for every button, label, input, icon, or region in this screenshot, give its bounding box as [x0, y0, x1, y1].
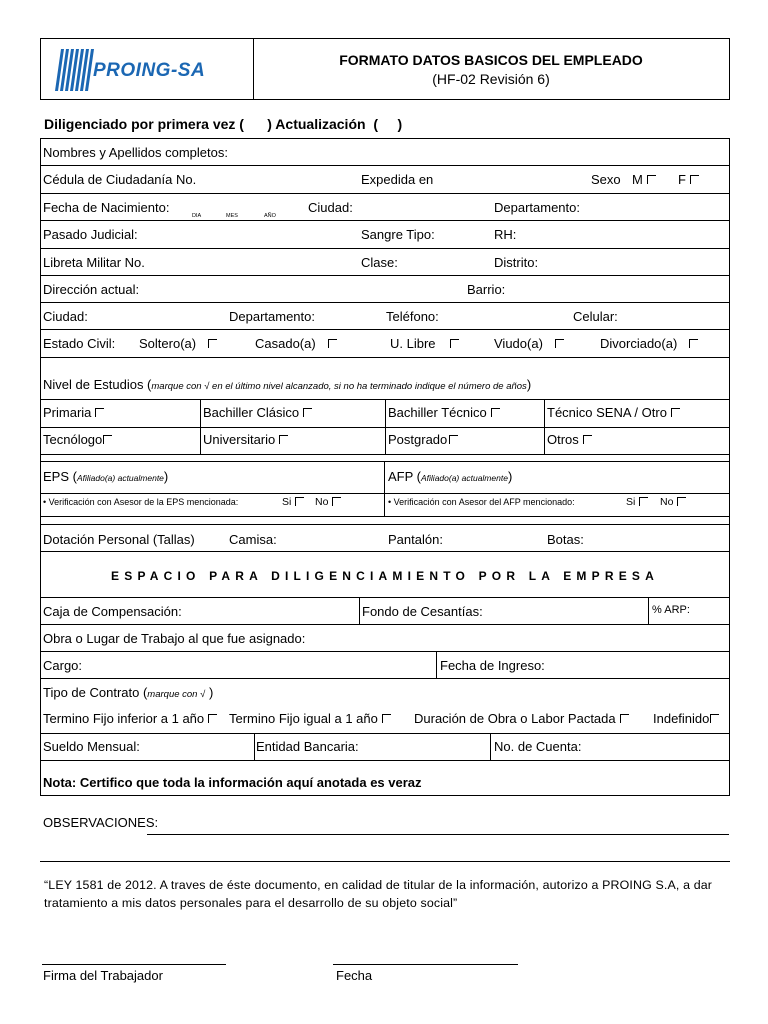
- ciudad-label: Ciudad:: [308, 200, 353, 215]
- afp-si-option[interactable]: [626, 496, 648, 508]
- afp-heading: [388, 469, 512, 484]
- sexo-m-label: M: [632, 172, 643, 187]
- sexo-m-option[interactable]: [632, 172, 656, 187]
- checkbox[interactable]: [639, 497, 648, 506]
- checkbox[interactable]: [208, 339, 217, 348]
- afp-no-label: No: [660, 496, 674, 508]
- eps-si-option[interactable]: [282, 496, 304, 508]
- checkbox[interactable]: [671, 408, 680, 417]
- firma-line[interactable]: [42, 964, 226, 965]
- indefinido-option[interactable]: [653, 711, 719, 726]
- nombres-label: Nombres y Apellidos completos:: [43, 145, 228, 160]
- indefinido-label: Indefinido: [653, 711, 710, 726]
- checkbox[interactable]: [710, 714, 719, 723]
- divorciado-label: Divorciado(a): [600, 336, 678, 351]
- nivel-estudios-close: ): [526, 377, 532, 392]
- form-header: [40, 38, 730, 100]
- empresa-section-title: ESPACIO PARA DILIGENCIAMIENTO POR LA EMPRESA: [111, 569, 659, 583]
- checkbox[interactable]: [208, 714, 217, 723]
- bachiller-clasico-option[interactable]: [203, 405, 312, 420]
- nota-certifico: Nota: Certifico que toda la información aquí anotada es veraz: [43, 775, 422, 790]
- fijo-inferior-label: Termino Fijo inferior a 1 año: [43, 711, 205, 726]
- ulibre-option[interactable]: [390, 336, 459, 351]
- sexo-label: Sexo: [591, 172, 621, 187]
- tipo-contrato-note: marque con √: [147, 689, 206, 700]
- primaria-label: Primaria: [43, 405, 92, 420]
- otros-label: Otros: [547, 432, 579, 447]
- dia-label: DIA: [192, 213, 202, 219]
- bachiller-tecnico-label: Bachiller Técnico: [388, 405, 487, 420]
- fecha-nacimiento-label: Fecha de Nacimiento:: [43, 200, 170, 215]
- sexo-f-label: F: [678, 172, 686, 187]
- verificacion-afp-label: • Verificación con Asesor del AFP mencionado:: [388, 497, 575, 507]
- pantalon-label: Pantalón:: [388, 532, 443, 547]
- observaciones-label: OBSERVACIONES:: [43, 815, 159, 830]
- eps-note: Afiliado(a) actualmente: [76, 473, 164, 483]
- separator-line: [40, 861, 730, 862]
- casado-label: Casado(a): [255, 336, 316, 351]
- duracion-obra-label: Duración de Obra o Labor Pactada: [414, 711, 616, 726]
- checkbox[interactable]: [690, 175, 699, 184]
- afp-note: Afiliado(a) actualmente: [421, 473, 508, 483]
- fijo-igual-label: Termino Fijo igual a 1 año: [229, 711, 378, 726]
- postgrado-option[interactable]: [388, 432, 458, 447]
- postgrado-label: Postgrado: [388, 432, 448, 447]
- eps-close: ): [163, 469, 169, 484]
- mes-label: MES: [226, 213, 238, 219]
- document-title: FORMATO DATOS BASICOS DEL EMPLEADO: [339, 52, 643, 68]
- sueldo-label: Sueldo Mensual:: [43, 739, 140, 754]
- universitario-option[interactable]: [203, 432, 288, 447]
- celular-label: Celular:: [573, 309, 618, 324]
- afp-close: ): [507, 469, 513, 484]
- libreta-militar-label: Libreta Militar No.: [43, 255, 145, 270]
- duracion-obra-option[interactable]: [414, 711, 629, 726]
- tipo-contrato-label: Tipo de Contrato (: [43, 685, 148, 700]
- camisa-label: Camisa:: [229, 532, 277, 547]
- ley-1581-text: “LEY 1581 de 2012. A traves de éste documento, en calidad de titular de la información, autorizo a PROING S.A, a dar tratamiento a mis datos personales para el desarrollo de su objeto social”: [44, 878, 713, 910]
- checkbox[interactable]: [332, 497, 341, 506]
- checkbox[interactable]: [449, 435, 458, 444]
- afp-no-option[interactable]: [660, 496, 686, 508]
- rh-label: RH:: [494, 227, 517, 242]
- distrito-label: Distrito:: [494, 255, 539, 270]
- expedida-label: Expedida en: [361, 172, 434, 187]
- sangre-tipo-label: Sangre Tipo:: [361, 227, 435, 242]
- entidad-bancaria-label: Entidad Bancaria:: [256, 739, 359, 754]
- firma-trabajador-label: Firma del Trabajador: [43, 968, 163, 983]
- tipo-contrato-close: ): [208, 685, 214, 700]
- checkbox[interactable]: [295, 497, 304, 506]
- afp-si-label: Si: [626, 496, 636, 508]
- nivel-estudios-label: Nivel de Estudios (: [43, 377, 152, 392]
- departamento-residencia-label: Departamento:: [229, 309, 315, 324]
- checkbox[interactable]: [103, 435, 112, 444]
- checkbox[interactable]: [450, 339, 459, 348]
- checkbox[interactable]: [647, 175, 656, 184]
- botas-label: Botas:: [547, 532, 584, 547]
- barrio-label: Barrio:: [467, 282, 506, 297]
- checkbox[interactable]: [491, 408, 500, 417]
- fondo-cesantias-label: Fondo de Cesantías:: [362, 604, 483, 619]
- pasado-judicial-label: Pasado Judicial:: [43, 227, 138, 242]
- numero-cuenta-label: No. de Cuenta:: [494, 739, 582, 754]
- viudo-option[interactable]: [494, 336, 564, 351]
- casado-option[interactable]: [255, 336, 337, 351]
- universitario-label: Universitario: [203, 432, 276, 447]
- telefono-label: Teléfono:: [386, 309, 439, 324]
- eps-label: EPS (: [43, 469, 77, 484]
- eps-heading: [43, 469, 168, 484]
- clase-label: Clase:: [361, 255, 398, 270]
- viudo-label: Viudo(a): [494, 336, 543, 351]
- tecnologo-label: Tecnólogo: [43, 432, 103, 447]
- estado-civil-label: Estado Civil:: [43, 336, 116, 351]
- arp-label: % ARP:: [652, 604, 690, 616]
- checkbox[interactable]: [583, 435, 592, 444]
- tecnico-sena-label: Técnico SENA / Otro: [547, 405, 667, 420]
- ulibre-label: U. Libre: [390, 336, 436, 351]
- soltero-option[interactable]: [139, 336, 217, 351]
- primaria-option[interactable]: [43, 405, 104, 420]
- checkbox[interactable]: [677, 497, 686, 506]
- tecnologo-option[interactable]: [43, 432, 112, 447]
- checkbox[interactable]: [555, 339, 564, 348]
- otros-option[interactable]: [547, 432, 592, 447]
- soltero-label: Soltero(a): [139, 336, 197, 351]
- tecnico-sena-option[interactable]: [547, 405, 680, 420]
- employee-form-table: [40, 138, 730, 796]
- eps-no-label: No: [315, 496, 329, 508]
- checkbox[interactable]: [689, 339, 698, 348]
- first-time-or-update: Diligenciado por primera vez ( ) Actualización ( ): [44, 116, 403, 132]
- checkbox[interactable]: [95, 408, 104, 417]
- divorciado-option[interactable]: [600, 336, 698, 351]
- afp-label: AFP (: [388, 469, 421, 484]
- document-subtitle: (HF-02 Revisión 6): [432, 71, 550, 87]
- ano-label: AÑO: [264, 213, 276, 219]
- fijo-inferior-option[interactable]: [43, 711, 217, 726]
- logo-cell: [41, 39, 254, 99]
- checkbox[interactable]: [382, 714, 391, 723]
- title-cell: [253, 39, 729, 99]
- dotacion-label: Dotación Personal (Tallas): [43, 532, 195, 547]
- checkbox[interactable]: [620, 714, 629, 723]
- nivel-estudios-note: marque con √ en el último nivel alcanzado, si no ha terminado indique el número de años: [151, 381, 527, 392]
- ciudad-residencia-label: Ciudad:: [43, 309, 88, 324]
- caja-compensacion-label: Caja de Compensación:: [43, 604, 182, 619]
- tipo-contrato-heading: [43, 685, 213, 700]
- sexo-f-option[interactable]: [678, 172, 699, 187]
- bachiller-tecnico-option[interactable]: [388, 405, 500, 420]
- cargo-label: Cargo:: [43, 658, 83, 673]
- checkbox[interactable]: [303, 408, 312, 417]
- logo-text: PROING-SA: [93, 60, 206, 81]
- eps-no-option[interactable]: [315, 496, 341, 508]
- bachiller-clasico-label: Bachiller Clásico: [203, 405, 300, 420]
- checkbox[interactable]: [328, 339, 337, 348]
- observaciones-line[interactable]: [147, 834, 729, 835]
- fecha-ingreso-label: Fecha de Ingreso:: [440, 658, 545, 673]
- nivel-estudios-heading: [43, 377, 531, 392]
- departamento-label: Departamento:: [494, 200, 580, 215]
- cedula-label: Cédula de Ciudadanía No.: [43, 172, 197, 187]
- direccion-label: Dirección actual:: [43, 282, 140, 297]
- verificacion-eps-label: • Verificación con Asesor de la EPS mencionada:: [43, 497, 239, 507]
- obra-lugar-label: Obra o Lugar de Trabajo al que fue asignado:: [43, 631, 306, 646]
- fecha-label: Fecha: [336, 968, 373, 983]
- fijo-igual-option[interactable]: [229, 711, 391, 726]
- checkbox[interactable]: [279, 435, 288, 444]
- fecha-line[interactable]: [333, 964, 518, 965]
- eps-si-label: Si: [282, 496, 292, 508]
